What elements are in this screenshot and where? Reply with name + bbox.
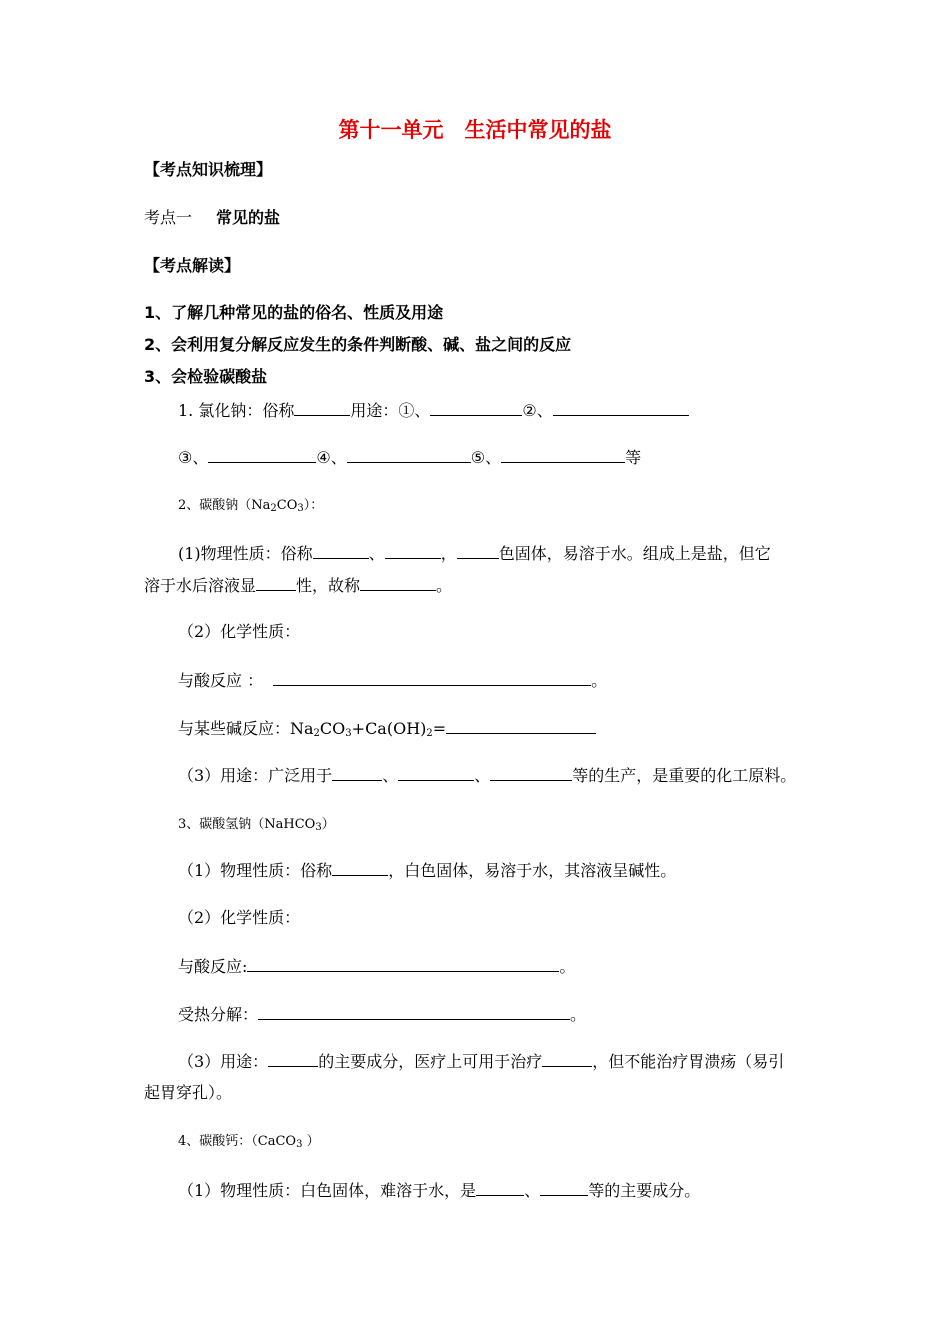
- na2co3-base-reaction: [178, 718, 596, 739]
- answer-blank[interactable]: [490, 765, 572, 781]
- section-heading-interpret: 【考点解读】: [144, 256, 241, 275]
- point-name: 常见的盐: [216, 208, 281, 227]
- answer-blank[interactable]: [501, 447, 625, 463]
- nacl-line-2: [178, 447, 641, 468]
- answer-blank[interactable]: [208, 447, 316, 463]
- text: 色固体，易溶于水。组成上是盐，但它: [498, 544, 771, 563]
- formula-subscript: 3: [296, 1139, 303, 1150]
- na2co3-uses: [178, 765, 796, 786]
- formula-text: ）: [302, 1134, 320, 1149]
- answer-blank[interactable]: [542, 1051, 592, 1067]
- formula-text: 4、碳酸钙：（CaCO: [178, 1134, 297, 1149]
- text: 溶于水后溶液显: [144, 576, 257, 595]
- text: ，白色固体，易溶于水，其溶液呈碱性。: [388, 861, 677, 880]
- text: 、: [382, 766, 399, 785]
- answer-blank[interactable]: [268, 1051, 318, 1067]
- answer-blank[interactable]: [457, 543, 499, 559]
- formula-subscript: 2: [270, 503, 277, 514]
- nacl-label-use-5: ⑤、: [470, 448, 502, 467]
- page-title: 第十一单元 生活中常见的盐: [338, 118, 612, 142]
- formula-subscript: 2: [313, 728, 320, 739]
- text: 等的主要成分。: [588, 1181, 701, 1200]
- text: 。: [436, 576, 453, 595]
- answer-blank[interactable]: [258, 1004, 570, 1020]
- formula-text: 2、碳酸钠（Na: [178, 498, 271, 513]
- text: 、: [474, 766, 491, 785]
- nacl-label-common-name: 1. 氯化钠：俗称: [178, 401, 295, 420]
- answer-blank[interactable]: [476, 1180, 524, 1196]
- text: 。: [570, 1005, 587, 1024]
- nahco3-acid-reaction: [178, 956, 575, 977]
- answer-blank[interactable]: [446, 718, 596, 734]
- text: 受热分解：: [178, 1005, 259, 1024]
- text: （1）物理性质：俗称: [178, 861, 333, 880]
- nahco3-heat-decomposition: [178, 1004, 586, 1025]
- objective-item: 3、会检验碳酸盐: [144, 367, 268, 386]
- nahco3-uses-line-1: [178, 1051, 784, 1072]
- nacl-label-use-3: ③、: [178, 448, 209, 467]
- formula-subscript: 3: [297, 503, 304, 514]
- answer-blank[interactable]: [398, 765, 474, 781]
- answer-blank[interactable]: [385, 543, 441, 559]
- answer-blank[interactable]: [332, 860, 388, 876]
- answer-blank[interactable]: [360, 575, 436, 591]
- text: 与酸反应 ：: [178, 671, 264, 690]
- nacl-label-uses: 用途：①、: [350, 401, 431, 420]
- caco3-heading: [178, 1132, 320, 1152]
- nacl-line-1: [178, 400, 689, 421]
- text: ，: [440, 544, 457, 563]
- text: 、: [368, 544, 385, 563]
- na2co3-physical-line-1: [178, 543, 771, 564]
- text: (1)物理性质：俗称: [178, 544, 313, 563]
- nacl-label-use-4: ④、: [316, 448, 347, 467]
- answer-blank[interactable]: [247, 956, 559, 972]
- text: 与某些碱反应：Na: [178, 719, 314, 738]
- nahco3-physical: [178, 860, 676, 881]
- section-heading-knowledge: 【考点知识梳理】: [144, 160, 273, 179]
- text: （1）物理性质：白色固体，难溶于水，是: [178, 1181, 477, 1200]
- objective-item: 2、会利用复分解反应发生的条件判断酸、碱、盐之间的反应: [144, 335, 572, 354]
- na2co3-heading: [178, 496, 323, 516]
- nahco3-heading: [178, 815, 335, 835]
- text: 。: [559, 957, 576, 976]
- caco3-physical: [178, 1180, 700, 1201]
- text: ，但不能治疗胃溃疡（易引: [592, 1052, 785, 1071]
- text: =: [432, 719, 447, 738]
- answer-blank[interactable]: [294, 400, 350, 416]
- formula-text: 3、碳酸氢钠（NaHCO: [178, 817, 316, 832]
- na2co3-physical-line-2: [144, 575, 452, 596]
- answer-blank[interactable]: [256, 575, 296, 591]
- answer-blank[interactable]: [540, 1180, 588, 1196]
- nahco3-uses-line-2: 起胃穿孔）。: [144, 1083, 233, 1102]
- answer-blank[interactable]: [347, 447, 471, 463]
- text: 性，故称: [296, 576, 361, 595]
- text: CO: [319, 719, 346, 738]
- formula-subscript: 3: [315, 822, 322, 833]
- answer-blank[interactable]: [313, 543, 369, 559]
- formula-subscript: 3: [345, 728, 352, 739]
- formula-text: ）: [321, 817, 335, 832]
- formula-text: ）：: [303, 498, 324, 513]
- text: 与酸反应:: [178, 957, 248, 976]
- na2co3-acid-reaction: [178, 670, 607, 691]
- objective-item: 1、了解几种常见的盐的俗名、性质及用途: [144, 303, 444, 322]
- point-heading: [144, 208, 280, 228]
- formula-text: CO: [276, 498, 298, 513]
- formula-subscript: 2: [426, 728, 433, 739]
- text: 的主要成分，医疗上可用于治疗: [318, 1052, 543, 1071]
- answer-blank[interactable]: [273, 670, 591, 686]
- text: +Ca(OH): [351, 719, 427, 738]
- text: 、: [524, 1181, 541, 1200]
- text: 等的生产，是重要的化工原料。: [572, 766, 797, 785]
- text: 。: [591, 671, 608, 690]
- nahco3-chemical-heading: （2）化学性质：: [178, 908, 301, 927]
- point-prefix: 考点一: [144, 208, 193, 227]
- answer-blank[interactable]: [430, 400, 522, 416]
- answer-blank[interactable]: [332, 765, 382, 781]
- text: （3）用途：: [178, 1052, 269, 1071]
- nacl-label-etc: 等: [625, 448, 642, 467]
- answer-blank[interactable]: [553, 400, 689, 416]
- text: （3）用途：广泛用于: [178, 766, 333, 785]
- nacl-label-use-2: ②、: [522, 401, 553, 420]
- na2co3-chemical-heading: （2）化学性质：: [178, 622, 301, 641]
